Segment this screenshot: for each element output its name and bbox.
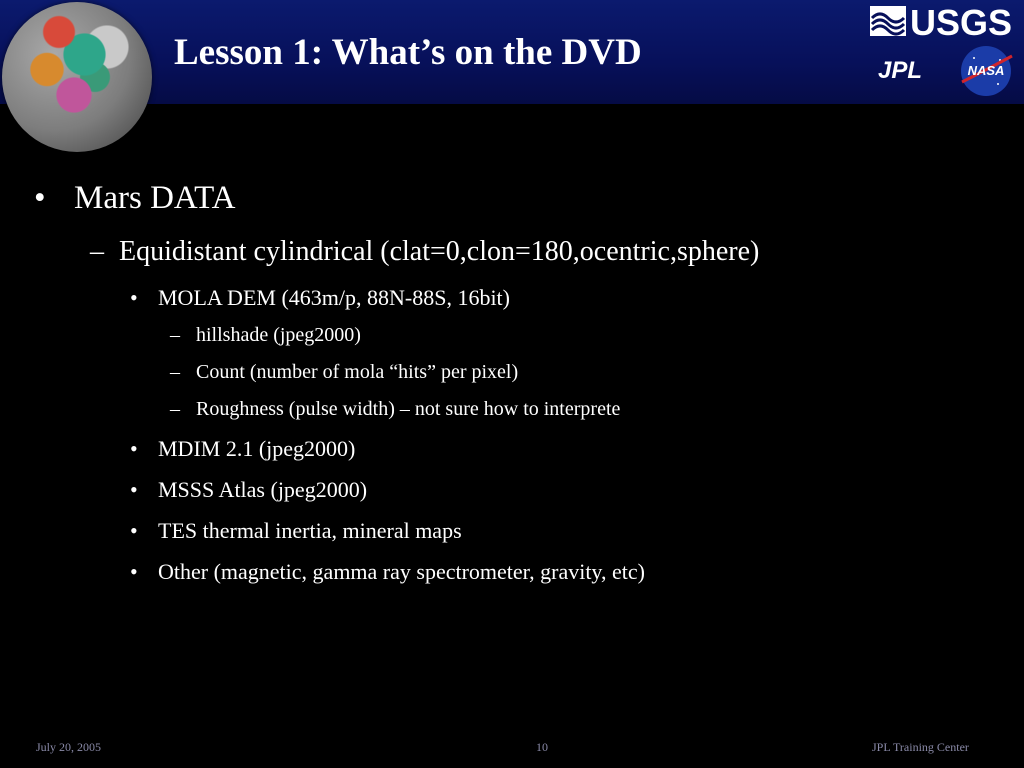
bullet-other	[130, 559, 645, 585]
slide-title: Lesson 1: What’s on the DVD	[174, 32, 642, 73]
bullet-marker: •	[130, 285, 138, 310]
sub-bullet-hillshade	[170, 324, 361, 347]
bullet-marker: •	[130, 559, 138, 584]
bullet-marker: •	[130, 518, 138, 543]
bullet-marker: •	[34, 180, 46, 216]
nasa-logo-text: NASA	[967, 63, 1005, 78]
bullet-text: MSSS Atlas (jpeg2000)	[158, 477, 368, 502]
sub-bullet-roughness	[170, 398, 621, 421]
bullet-msss-atlas	[130, 477, 368, 503]
bullet-text: Mars DATA	[74, 180, 236, 216]
dash-marker: –	[170, 398, 180, 420]
bullet-text: TES thermal inertia, mineral maps	[158, 518, 462, 543]
footer-organization: JPL Training Center	[872, 740, 969, 754]
usgs-logo-text: USGS	[910, 2, 1013, 40]
bullet-text: Equidistant cylindrical (clat=0,clon=180,ocentric,sphere)	[119, 236, 760, 267]
bullet-marker: •	[130, 477, 138, 502]
bullet-mdim	[130, 436, 356, 462]
footer-page-number: 10	[536, 740, 548, 754]
dash-marker: –	[170, 361, 180, 383]
footer-date: July 20, 2005	[36, 740, 102, 754]
bullet-mola-dem	[130, 285, 510, 311]
bullet-marker: •	[130, 436, 138, 461]
bullet-text: MDIM 2.1 (jpeg2000)	[158, 436, 356, 461]
bullet-text: hillshade (jpeg2000)	[196, 324, 361, 346]
bullet-mars-data	[34, 180, 236, 217]
sub-bullet-projection	[90, 236, 760, 268]
dash-marker: –	[90, 236, 104, 267]
bullet-text: Roughness (pulse width) – not sure how to interprete	[196, 398, 621, 420]
bullet-text: Other (magnetic, gamma ray spectrometer, gravity, etc)	[158, 559, 645, 584]
dash-marker: –	[170, 324, 180, 346]
jpl-logo-text: JPL	[878, 57, 923, 82]
bullet-text: Count (number of mola “hits” per pixel)	[196, 361, 519, 383]
sub-bullet-count	[170, 361, 519, 384]
bullet-tes	[130, 518, 462, 544]
bullet-text: MOLA DEM (463m/p, 88N-88S, 16bit)	[158, 285, 510, 310]
